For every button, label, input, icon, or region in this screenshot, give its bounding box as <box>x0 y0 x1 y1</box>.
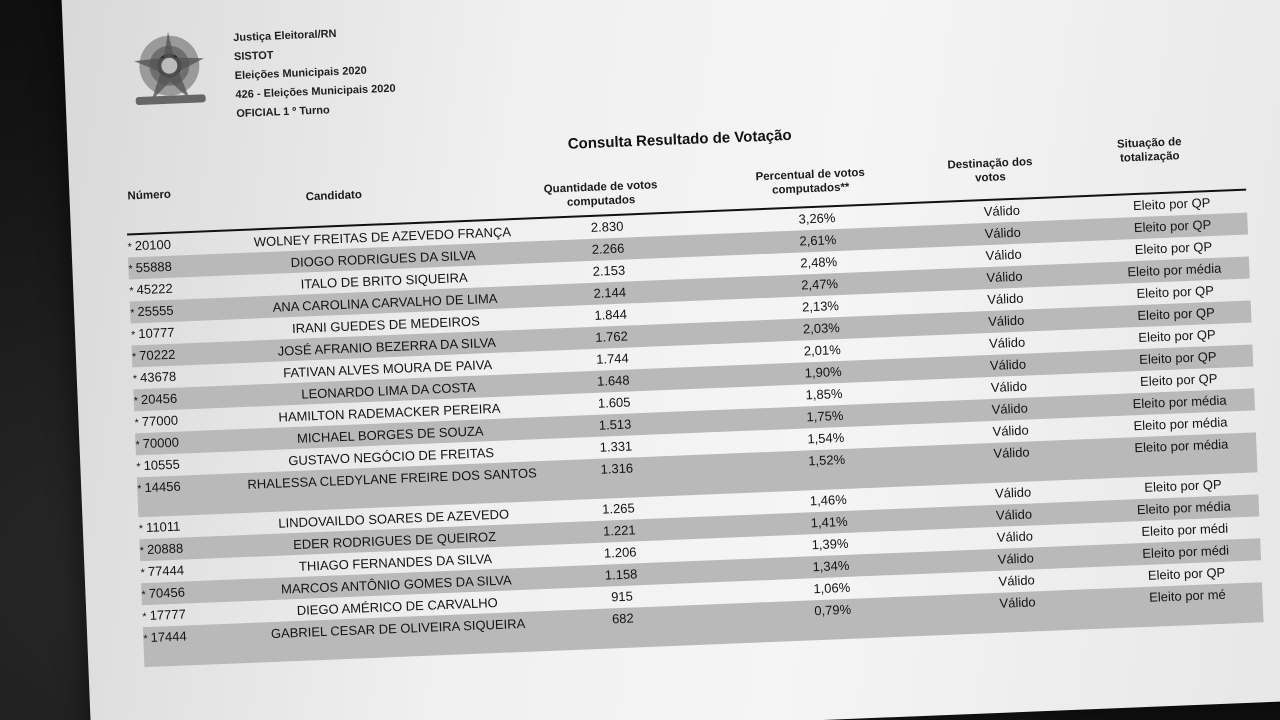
totalization-status: Eleito por QP <box>1138 348 1217 368</box>
totalization-status: Eleito por média <box>1132 392 1227 412</box>
totalization-status: Eleito por QP <box>1138 326 1216 346</box>
candidate-number <box>136 455 227 474</box>
vote-destination: Válido <box>986 268 1023 286</box>
candidate-number <box>137 477 228 496</box>
header-numero: Número <box>127 188 172 203</box>
totalization-status: Eleito por média <box>1134 436 1229 456</box>
header-round: OFICIAL 1 º Turno <box>236 104 330 121</box>
asterisk-mark: * <box>132 373 138 386</box>
candidate-number <box>141 583 232 602</box>
candidate-number-text: 10555 <box>143 456 181 474</box>
candidate-number-text: 17444 <box>150 628 187 645</box>
asterisk-mark: * <box>133 395 139 408</box>
asterisk-mark: * <box>137 483 142 496</box>
totalization-status: Eleito por QP <box>1139 370 1218 389</box>
header-quantidade: Quantidade de votos computados <box>543 179 658 209</box>
vote-count: 1.844 <box>594 306 628 323</box>
vote-count: 1.221 <box>602 522 636 539</box>
candidate-number <box>139 539 230 558</box>
asterisk-mark: * <box>127 241 133 254</box>
candidate-number-text: 17777 <box>149 606 187 623</box>
vote-count: 2.153 <box>592 262 626 279</box>
asterisk-mark: * <box>139 545 145 558</box>
vote-percentage: 1,34% <box>812 557 850 575</box>
vote-percentage: 1,54% <box>807 429 845 447</box>
vote-destination: Válido <box>997 550 1035 567</box>
vote-destination: Válido <box>983 202 1021 220</box>
candidate-name: DIOGO RODRIGUES DA SILVA <box>290 247 477 270</box>
candidate-name: RHALESSA CLEDYLANE FREIRE DOS SANTOS <box>247 465 537 492</box>
candidate-number <box>133 389 224 408</box>
candidate-name: THIAGO FERNANDES DA SILVA <box>298 551 493 574</box>
candidate-name: EDER RODRIGUES DE QUEIROZ <box>292 528 497 553</box>
vote-destination: Válido <box>988 334 1026 352</box>
header-destinacao: Destinação dos votos <box>947 156 1033 185</box>
totalization-status: Eleito por média <box>1136 498 1232 518</box>
totalization-status: Eleito por média <box>1133 414 1228 434</box>
candidate-number-text: 70000 <box>142 434 180 452</box>
header-court: Justiça Eleitoral/RN <box>233 27 337 45</box>
vote-count: 2.144 <box>593 284 627 301</box>
candidate-number-text: 14456 <box>144 478 181 496</box>
candidate-number <box>133 367 224 386</box>
header-situacao: Situação de totalização <box>1116 136 1182 165</box>
vote-count: 1.265 <box>601 500 636 517</box>
asterisk-mark: * <box>130 329 136 342</box>
vote-count: 1.316 <box>600 460 634 477</box>
header-candidato: Candidato <box>305 189 363 204</box>
candidate-number-text: 45222 <box>136 280 174 298</box>
vote-percentage: 0,79% <box>813 601 852 619</box>
asterisk-mark: * <box>131 351 137 364</box>
vote-count: 1.513 <box>598 416 632 433</box>
totalization-status: Eleito por QP <box>1137 304 1216 324</box>
candidate-number-text: 77444 <box>147 562 185 579</box>
vote-percentage: 1,75% <box>806 407 844 425</box>
candidate-number <box>142 605 233 624</box>
candidate-number-text: 25555 <box>137 302 174 320</box>
candidate-name: JOSÉ AFRANIO BEZERRA DA SILVA <box>277 334 497 359</box>
vote-percentage: 1,39% <box>811 535 849 553</box>
candidate-name: LEONARDO LIMA DA COSTA <box>301 379 477 402</box>
vote-count: 1.331 <box>599 438 633 455</box>
vote-percentage: 2,13% <box>801 298 840 315</box>
candidate-name: FATIVAN ALVES MOURA DE PAIVA <box>282 356 493 381</box>
vote-percentage: 1,06% <box>813 579 851 597</box>
asterisk-mark: * <box>135 439 141 452</box>
vote-destination: Válido <box>985 246 1022 264</box>
asterisk-mark: * <box>141 589 147 602</box>
report-title: Consulta Resultado de Votação <box>567 126 792 153</box>
vote-percentage: 2,01% <box>803 341 841 359</box>
vote-percentage: 2,47% <box>800 276 839 293</box>
candidate-number <box>140 561 231 580</box>
totalization-status: Eleito por QP <box>1134 239 1213 258</box>
candidate-number <box>135 433 226 452</box>
vote-percentage: 1,41% <box>810 513 848 531</box>
candidate-number <box>134 411 225 430</box>
totalization-status: Eleito por QP <box>1136 282 1215 302</box>
candidate-number <box>130 301 221 320</box>
candidate-number-text: 43678 <box>139 368 177 386</box>
candidate-name: MARCOS ANTÔNIO GOMES DA SILVA <box>280 572 512 597</box>
vote-percentage: 2,61% <box>799 232 837 249</box>
candidate-number-text: 70222 <box>138 346 176 364</box>
totalization-status: Eleito por médi <box>1141 520 1229 540</box>
vote-count: 2.830 <box>590 218 624 235</box>
vote-percentage: 2,48% <box>800 254 838 271</box>
candidate-number-text: 20888 <box>146 540 184 557</box>
totalization-status: Eleito por QP <box>1144 476 1222 495</box>
totalization-status: Eleito por QP <box>1133 217 1212 236</box>
asterisk-mark: * <box>136 461 141 474</box>
vote-destination: Válido <box>996 528 1034 545</box>
asterisk-mark: * <box>143 633 148 646</box>
candidate-number-text: 77000 <box>141 412 179 430</box>
candidate-number <box>129 279 220 298</box>
candidate-name: WOLNEY FREITAS DE AZEVEDO FRANÇA <box>253 224 512 250</box>
vote-percentage: 1,46% <box>809 491 848 509</box>
printed-paper-sheet <box>60 0 1280 720</box>
candidate-number-text: 10777 <box>138 324 175 342</box>
vote-percentage: 1,52% <box>807 451 846 469</box>
vote-count: 1.158 <box>604 566 638 583</box>
vote-count: 1.206 <box>603 544 637 561</box>
vote-destination: Válido <box>986 290 1024 308</box>
totalization-status: Eleito por média <box>1127 260 1222 280</box>
asterisk-mark: * <box>129 285 134 298</box>
candidate-name: GABRIEL CESAR DE OLIVEIRA SIQUEIRA <box>270 615 526 642</box>
candidate-name: ITALO DE BRITO SIQUEIRA <box>300 269 468 292</box>
asterisk-mark: * <box>142 611 147 624</box>
vote-destination: Válido <box>993 444 1030 461</box>
vote-count: 1.744 <box>595 350 629 367</box>
vote-percentage: 1,90% <box>804 363 842 381</box>
header-election: Eleições Municipais 2020 <box>234 64 368 83</box>
candidate-number <box>127 235 218 254</box>
vote-destination: Válido <box>984 224 1022 242</box>
candidate-number-text: 55888 <box>135 258 173 276</box>
vote-count: 1.605 <box>597 394 631 411</box>
candidate-name: HAMILTON RADEMACKER PEREIRA <box>278 400 501 425</box>
vote-destination: Válido <box>995 506 1033 523</box>
candidate-name: LINDOVAILDO SOARES DE AZEVEDO <box>278 506 510 531</box>
candidate-number-text: 20456 <box>140 390 178 408</box>
vote-destination: Válido <box>987 312 1025 330</box>
table-body <box>127 191 1263 668</box>
vote-count: 915 <box>610 588 634 605</box>
totalization-status: Eleito por médi <box>1142 542 1230 562</box>
vote-percentage: 3,26% <box>798 210 836 227</box>
vote-count: 1.762 <box>594 328 629 345</box>
vote-count: 682 <box>611 610 635 627</box>
vote-destination: Válido <box>998 572 1036 589</box>
candidate-name: GUSTAVO NEGÓCIO DE FREITAS <box>288 444 495 469</box>
asterisk-mark: * <box>130 307 135 320</box>
candidate-number <box>139 517 230 536</box>
header-election-code: 426 - Eleições Municipais 2020 <box>235 82 396 102</box>
vote-percentage: 2,03% <box>802 320 841 337</box>
asterisk-mark: * <box>128 263 133 276</box>
candidate-number <box>131 323 222 342</box>
candidate-name: DIEGO AMÉRICO DE CARVALHO <box>296 594 498 619</box>
candidate-name: ANA CAROLINA CARVALHO DE LIMA <box>272 290 498 315</box>
vote-count: 1.648 <box>596 372 630 389</box>
totalization-status: Eleito por QP <box>1132 195 1211 214</box>
vote-destination: Válido <box>990 378 1028 395</box>
vote-destination: Válido <box>989 356 1027 374</box>
totalization-status: Eleito por QP <box>1147 564 1226 583</box>
candidate-name: IRANI GUEDES DE MEDEIROS <box>291 313 481 336</box>
document-header <box>233 23 397 124</box>
asterisk-mark: * <box>140 567 146 580</box>
candidate-number-text: 70456 <box>148 584 186 601</box>
candidate-name: MICHAEL BORGES DE SOUZA <box>296 423 484 446</box>
totalization-status: Eleito por mé <box>1148 586 1226 605</box>
vote-percentage: 1,85% <box>805 385 843 403</box>
candidate-number <box>128 257 219 276</box>
vote-count: 2.266 <box>591 240 625 257</box>
candidate-number-text: 20100 <box>134 236 172 254</box>
asterisk-mark: * <box>138 523 144 536</box>
vote-destination: Válido <box>992 422 1030 439</box>
header-percentual: Percentual de votos computados** <box>755 166 866 197</box>
vote-destination: Válido <box>999 594 1036 611</box>
asterisk-mark: * <box>134 417 140 430</box>
vote-destination: Válido <box>994 484 1032 501</box>
vote-destination: Válido <box>991 400 1029 417</box>
candidate-number-text: 11011 <box>145 518 181 535</box>
coat-of-arms-emblem <box>125 26 214 111</box>
header-system: SISTOT <box>233 49 274 64</box>
candidate-number <box>132 345 223 364</box>
candidate-number <box>143 627 234 646</box>
